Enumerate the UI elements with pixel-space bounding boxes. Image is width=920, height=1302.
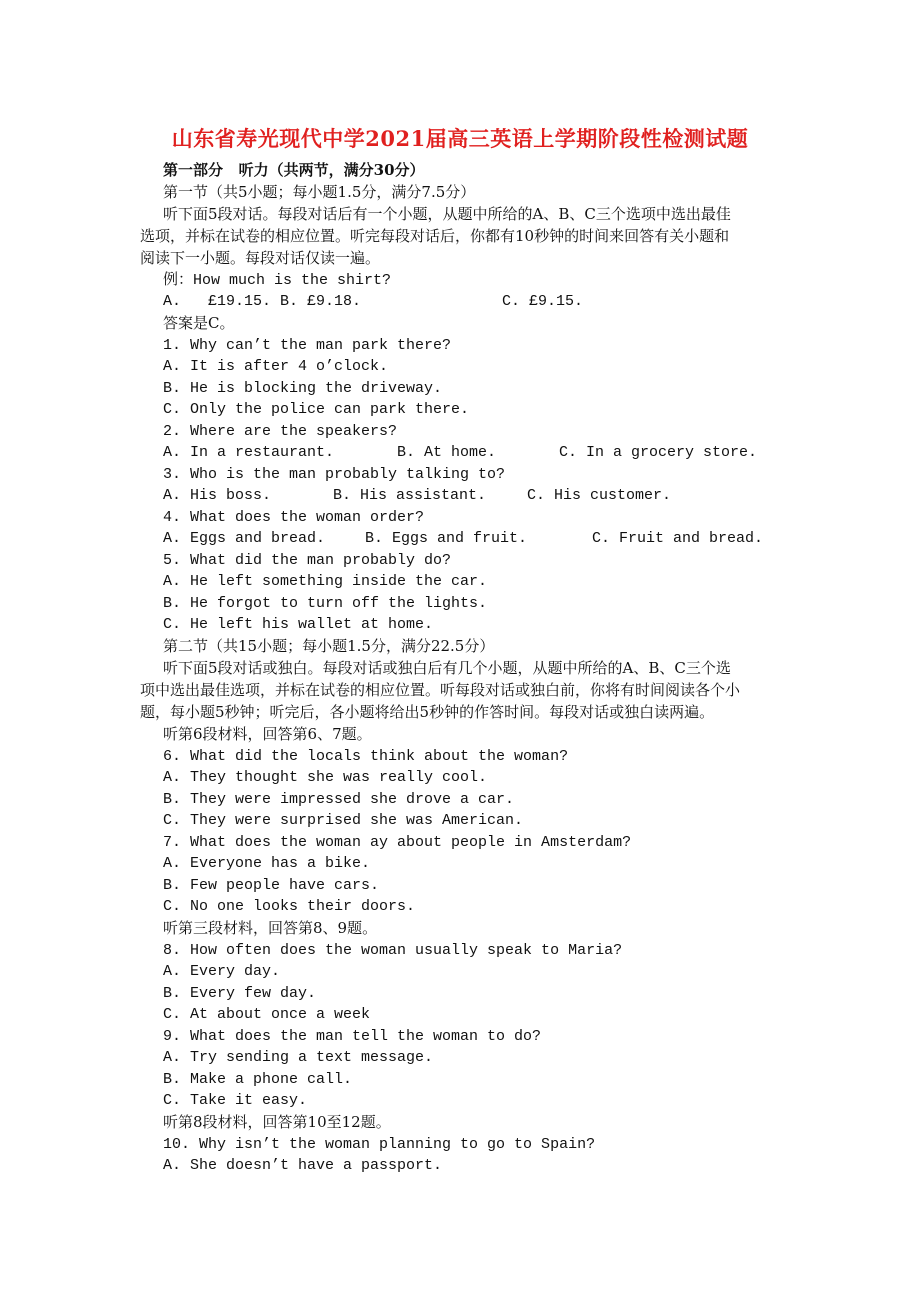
- option: B. Make a phone call.: [163, 1071, 353, 1088]
- option: C. No one looks their doors.: [163, 898, 416, 915]
- example-option: C. £9.15.: [502, 293, 584, 310]
- option: B. At home.: [397, 444, 497, 461]
- document-title: 山东省寿光现代中学2021届高三英语上学期阶段性检测试题: [171, 126, 749, 151]
- option: A. He left something inside the car.: [163, 573, 488, 590]
- option: A. It is after 4 o’clock.: [163, 358, 389, 375]
- section2-instruction: 题，每小题5秒钟；听完后，各小题将给出5秒钟的作答时间。每段对话或独白读两遍。: [140, 703, 715, 721]
- option: A. In a restaurant.: [163, 444, 335, 461]
- section2-heading: 第二节（共15小题；每小题1.5分，满分22.5分）: [163, 637, 495, 655]
- option: A. His boss.: [163, 487, 272, 504]
- section2-instruction: 项中选出最佳选项，并标在试卷的相应位置。听每段对话或独白前，你将有时间阅读各个小: [140, 681, 741, 699]
- option: B. They were impressed she drove a car.: [163, 791, 515, 808]
- option: B. Every few day.: [163, 985, 317, 1002]
- option: A. She doesn’t have a passport.: [163, 1157, 443, 1174]
- example-question: 例：How much is the shirt?: [163, 272, 392, 289]
- example-option: A. £19.15. B. £9.18.: [163, 293, 362, 310]
- section1-instruction: 听下面5段对话。每段对话后有一个小题，从题中所给的A、B、C三个选项中选出最佳: [163, 205, 731, 223]
- option: C. Fruit and bread.: [592, 530, 764, 547]
- option: C. At about once a week: [163, 1006, 371, 1023]
- question: 4. What does the woman order?: [163, 509, 425, 526]
- option: C. In a grocery store.: [559, 444, 758, 461]
- option: A. Eggs and bread.: [163, 530, 326, 547]
- material-heading: 听第8段材料，回答第10至12题。: [163, 1113, 391, 1131]
- question: 8. How often does the woman usually speak to Maria?: [163, 942, 623, 959]
- question: 3. Who is the man probably talking to?: [163, 466, 506, 483]
- option: A. Try sending a text message.: [163, 1049, 434, 1066]
- question: 5. What did the man probably do?: [163, 552, 452, 569]
- section1-instruction: 选项，并标在试卷的相应位置。听完每段对话后，你都有10秒钟的时间来回答有关小题和: [140, 227, 730, 245]
- option: B. His assistant.: [333, 487, 487, 504]
- option: C. They were surprised she was American.: [163, 812, 524, 829]
- option: C. His customer.: [527, 487, 672, 504]
- section1-instruction: 阅读下一小题。每段对话仅读一遍。: [140, 249, 381, 267]
- option: B. Few people have cars.: [163, 877, 380, 894]
- material-heading: 听第6段材料，回答第6、7题。: [163, 725, 372, 743]
- option: A. Everyone has a bike.: [163, 855, 371, 872]
- option: C. Take it easy.: [163, 1092, 308, 1109]
- part1-heading: 第一部分 听力（共两节，满分30分）: [163, 161, 425, 179]
- option: B. He is blocking the driveway.: [163, 380, 443, 397]
- question: 7. What does the woman ay about people in Amsterdam?: [163, 834, 632, 851]
- question: 9. What does the man tell the woman to do?: [163, 1028, 542, 1045]
- option: A. They thought she was really cool.: [163, 769, 488, 786]
- section1-heading: 第一节（共5小题；每小题1.5分，满分7.5分）: [163, 183, 476, 201]
- question: 10. Why isn’t the woman planning to go to Spain?: [163, 1136, 596, 1153]
- example-answer: 答案是C。: [163, 314, 235, 332]
- option: B. Eggs and fruit.: [365, 530, 528, 547]
- option: C. Only the police can park there.: [163, 401, 470, 418]
- option: B. He forgot to turn off the lights.: [163, 595, 488, 612]
- question: 6. What did the locals think about the woman?: [163, 748, 569, 765]
- material-heading: 听第三段材料，回答第8、9题。: [163, 919, 378, 937]
- option: A. Every day.: [163, 963, 281, 980]
- section2-instruction: 听下面5段对话或独白。每段对话或独白后有几个小题，从题中所给的A、B、C三个选: [163, 659, 731, 677]
- question: 2. Where are the speakers?: [163, 423, 398, 440]
- question: 1. Why can’t the man park there?: [163, 337, 452, 354]
- option: C. He left his wallet at home.: [163, 616, 434, 633]
